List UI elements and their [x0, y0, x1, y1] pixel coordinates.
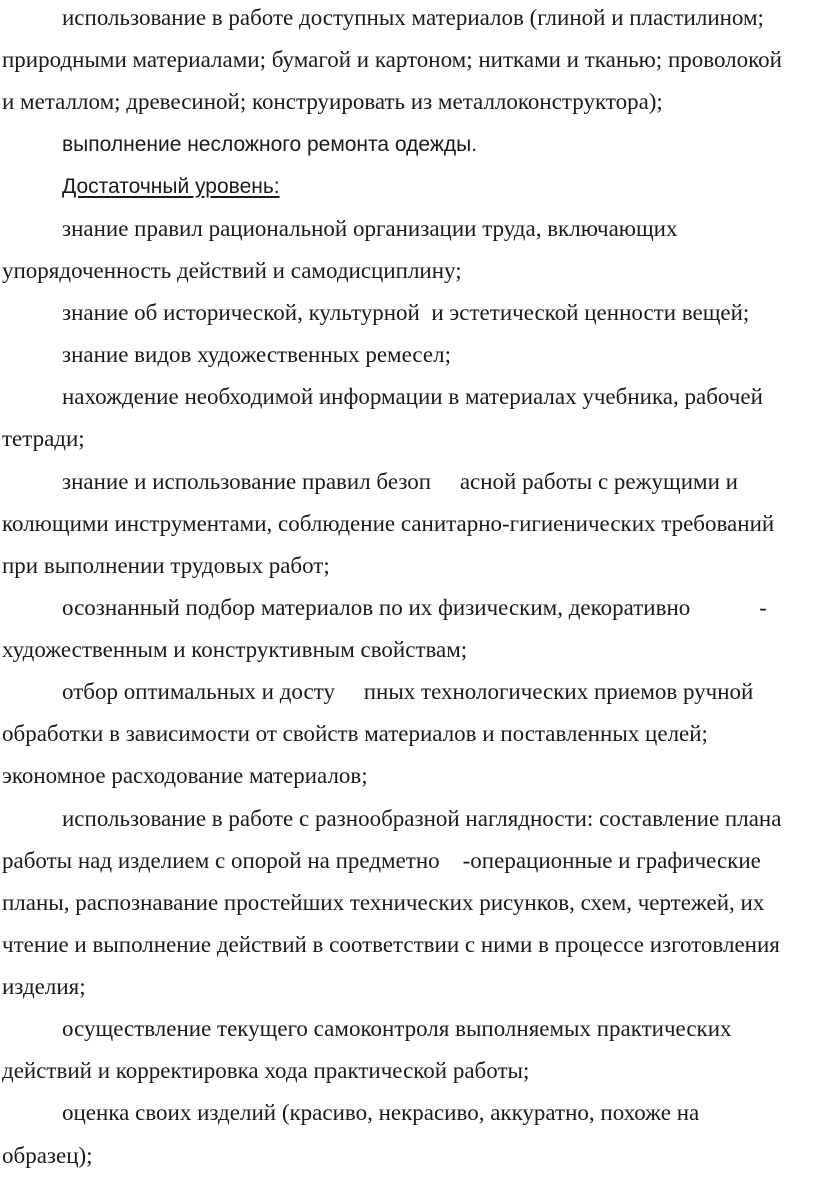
text-line: экономное расходование материалов; — [2, 763, 368, 788]
text-line: планы, распознавание простейших технических рисунков, схем, чертежей, их — [2, 890, 765, 915]
text-line: знание видов художественных ремесел; — [62, 342, 451, 367]
text-line: колющими инструментами, соблюдение санитарно-гигиенических требований — [2, 511, 775, 536]
text-line: природными материалами; бумагой и картоном; нитками и тканью; проволокой — [2, 47, 782, 72]
text-line: работы над изделием с опорой на предметно -операционные и графические — [2, 848, 761, 873]
text-line: отбор оптимальных и досту пных технологических приемов ручной — [62, 679, 754, 704]
text-line: осуществление текущего самоконтроля выполняемых практических — [62, 1016, 732, 1041]
text-line: упорядоченность действий и самодисциплину; — [2, 258, 462, 283]
text-line: выполнение несложного ремонта одежды. — [62, 133, 478, 156]
text-line: оценка своих изделий (красиво, некрасиво, аккуратно, похоже на — [62, 1100, 700, 1125]
text-line: чтение и выполнение действий в соответствии с ними в процессе изготовления — [2, 932, 780, 957]
text-line: изделия; — [2, 974, 86, 999]
text-line: образец); — [2, 1143, 93, 1168]
text-line: знание правил рациональной организации труда, включающих — [62, 216, 678, 241]
section-heading: Достаточный уровень: — [62, 175, 280, 198]
text-line: использование в работе доступных материалов (глиной и пластилином; — [62, 5, 764, 30]
text-line: осознанный подбор материалов по их физическим, декоративно - — [62, 595, 767, 620]
text-line: нахождение необходимой информации в материалах учебника, рабочей — [62, 384, 763, 409]
text-line: художественным и конструктивным свойствам; — [2, 637, 468, 662]
text-line: при выполнении трудовых работ; — [2, 553, 330, 578]
text-line: действий и корректировка хода практической работы; — [2, 1058, 530, 1083]
text-line: и металлом; древесиной; конструировать из металлоконструктора); — [2, 89, 663, 114]
text-line: знание об исторической, культурной и эстетической ценности вещей; — [62, 300, 750, 325]
text-line: использование в работе с разнообразной наглядности: составление плана — [62, 806, 782, 831]
text-line: тетради; — [2, 426, 85, 451]
text-line: знание и использование правил безоп асной работы с режущими и — [62, 469, 738, 494]
text-line: обработки в зависимости от свойств материалов и поставленных целей; — [2, 721, 708, 746]
